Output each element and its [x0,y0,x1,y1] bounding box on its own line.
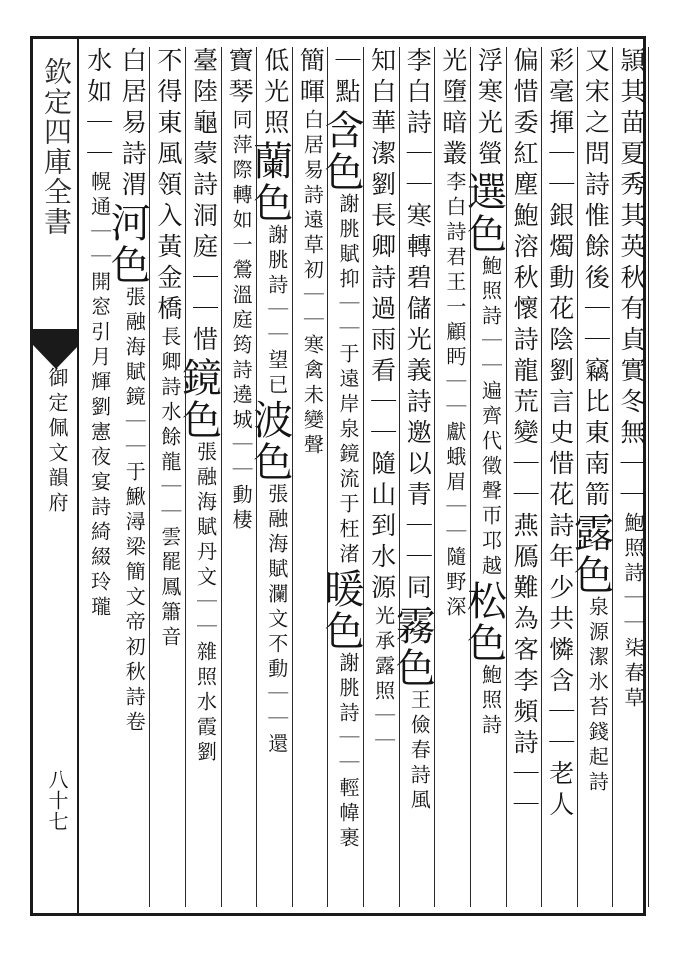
text-segment: 彩毫揮｜｜銀燭動花陰劉言史惜花詩年少共憐含｜｜老人 [545,47,575,822]
text-segment: 張融海賦瀾文不動｜｜還 [264,483,289,758]
text-column [222,47,258,907]
column-text [318,47,364,907]
text-column [79,47,115,907]
text-segment: 謝朓詩｜｜望已 [264,224,289,399]
text-segment: 李白詩君王一顧眄｜｜獻蛾眉｜｜隨野深 [442,171,467,621]
text-column [613,47,649,907]
text-segment: 鮑照詩 [478,664,503,739]
text-segment: ｜點 [332,47,361,109]
text-column [293,47,329,907]
column-text [389,47,436,907]
text-segment: ｜｜ [617,450,646,512]
text-segment: 泉源潔氷苔錢起詩 [585,596,610,796]
text-column [435,47,471,907]
text-column [507,47,543,907]
text-segment: 水如｜｜ [83,47,113,171]
column-text [104,47,151,907]
text-column [364,47,400,907]
text-segment: 張融海賦鏡｜｜于鰍潯梁簡文帝初秋詩卷 [122,286,147,736]
margin-title: 欽定四庫全書 [40,57,73,237]
text-segment: 張融海賦丹文｜｜雜照水霞劉 [193,441,218,766]
column-text [460,47,507,907]
text-column [104,47,151,907]
headword: 選色 [460,171,507,255]
margin-book-title: 御定佩文韻府 [45,367,69,517]
text-column [246,47,293,907]
text-segment: 長卿詩水餘龍｜｜雲罷鳳簫音 [157,326,182,651]
headword: 露色 [567,512,614,596]
text-segment: 簡暉 [296,47,326,109]
text-column [175,47,222,907]
text-column [460,47,507,907]
headword: 鏡色 [175,357,222,441]
text-segment: 臺陸龜蒙詩洞庭｜｜惜 [189,47,219,357]
text-segment: 幌通｜｜開窓引月輝劉憲夜宴詩綺綴玲瓏 [87,171,112,621]
column-text [79,47,115,907]
column-text [150,47,185,907]
text-segment: 偏惜委紅塵鮑溶秋懷詩龍荒變｜｜燕鴈難為客李頻詩｜｜ [510,47,540,822]
column-text [435,47,470,907]
text-segment: 同萍際轉如一 [229,109,254,259]
text-segment: 白居易詩遠草初｜｜寒禽未變聲 [300,109,325,459]
text-column [542,47,578,907]
text-segment: 低光照 [260,47,290,140]
text-column [567,47,614,907]
column-text [507,47,542,907]
headword: 松色 [460,580,507,664]
headword: 蘭色 [246,140,293,224]
headword: 含色 [318,109,364,193]
text-segment: 李白詩｜｜寒轉碧儲光義詩邀以青｜｜同 [403,47,433,605]
text-segment: 王儉春詩風 [407,689,432,814]
text-segment: 鮑照詩｜｜柒春草 [621,512,645,712]
page-frame [30,36,646,916]
column-text [175,47,222,907]
margin-page-number: 八十七 [45,769,69,832]
headword: 河色 [104,202,151,286]
text-column [318,47,364,907]
column-text [542,47,577,907]
headword: 暖色 [318,568,364,652]
headword: 霧色 [389,605,436,689]
margin-strip [33,39,79,913]
text-segment: 寶琴 [225,47,255,109]
column-text [567,47,614,907]
column-text [613,47,648,907]
text-segment: 鮑照詩｜｜遍齊代徵聲帀邛越 [478,255,503,580]
text-segment: 又宋之問詩惟餘後｜｜竊比東南箭 [581,47,611,512]
text-segment: 光承露照｜｜ [371,605,396,755]
text-segment: 光墮暗叢 [438,47,468,171]
column-text [364,47,399,907]
column-text [222,47,257,907]
text-segment: 知白華潔劉長卿詩過雨看｜｜隨山到水源 [367,47,397,605]
headword: 波色 [246,399,293,483]
text-column [150,47,186,907]
text-segment: 白居易詩渭 [118,47,148,202]
text-segment: 浮寒光螢 [474,47,504,171]
text-segment: 鶯溫庭筠詩遶城｜｜動棲 [229,259,254,534]
fish-tail-mark-icon [33,329,79,369]
text-segment: 頴其苗夏秀其英秋有貞實冬無 [617,47,646,450]
text-segment: 不得東風領入黃金橋 [153,47,183,326]
text-segment: 謝朓詩｜｜輕幃裹 [336,652,360,852]
text-column [389,47,436,907]
column-text [293,47,328,907]
text-area [79,47,646,907]
text-segment: 謝朓賦抑｜｜于遠岸泉鏡流于枉渚 [336,193,360,568]
column-text [246,47,293,907]
